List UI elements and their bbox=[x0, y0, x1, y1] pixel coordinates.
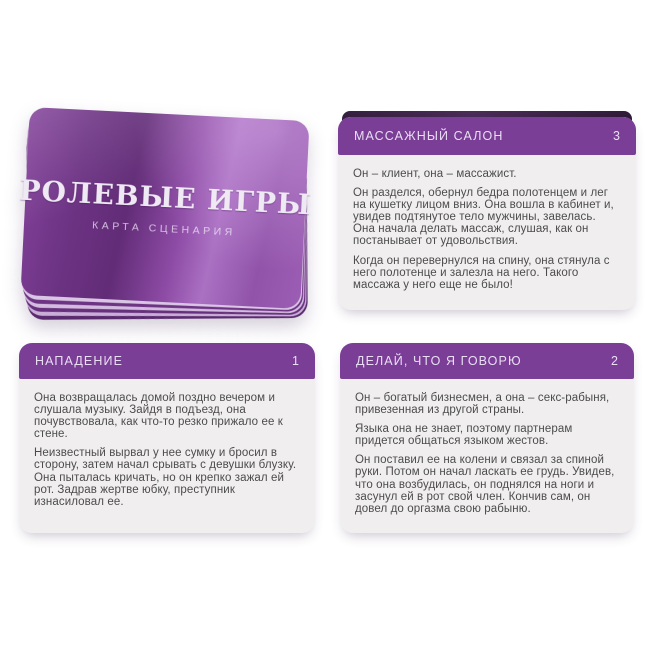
deck-cover-card bbox=[18, 107, 313, 309]
card-title: МАССАЖНЫЙ САЛОН bbox=[354, 129, 504, 143]
card-paragraph: Он поставил ее на колени и связал за спиной руки. Потом он начал ласкать ее грудь. Увидев, что она возбудилась, он поднялся на ноги и засунул ей в рот свой член. Кончив сам, он довел до оргазма свою рабыню. bbox=[355, 454, 615, 515]
card-paragraph: Он разделся, обернул бедра полотенцем и лег на кушетку лицом вниз. Она вошла в кабинет и, увидев подтянутое тело мужчины, завелась. Она начала делать массаж, слушая, как он постанывает от удовольствия. bbox=[353, 187, 614, 248]
card-number: 1 bbox=[292, 354, 299, 368]
card-title: ДЕЛАЙ, ЧТО Я ГОВОРЮ bbox=[356, 354, 522, 368]
card-title: НАПАДЕНИЕ bbox=[35, 354, 124, 368]
card-number: 3 bbox=[613, 129, 620, 143]
card-paragraph: Он – клиент, она – массажист. bbox=[353, 168, 517, 180]
card-number: 2 bbox=[611, 354, 618, 368]
scenario-card-massage-salon bbox=[338, 117, 636, 310]
card-paragraph: Неизвестный вырвал у нее сумку и бросил в сторону, затем начал срывать с девушки блузку. Она пыталась кричать, но он крепко зажал ей рот. Задрав жертве юбку, преступник изнасиловал ее. bbox=[34, 447, 297, 508]
card-paragraph: Когда он перевернулся на спину, она стянула с него полотенце и залезла на него. Такого массажа у него еще не было! bbox=[353, 254, 610, 291]
card-body-text bbox=[19, 379, 315, 508]
card-body-text bbox=[340, 379, 634, 515]
deck-title: РОЛЕВЫЕ ИГРЫ bbox=[18, 173, 313, 222]
scenario-card-attack bbox=[19, 343, 315, 533]
deck-subtitle: КАРТА СЦЕНАРИЯ bbox=[91, 219, 237, 239]
card-paragraph: Она возвращалась домой поздно вечером и слушала музыку. Зайдя в подъезд, она почувствовала, как что-то резко прижало ее к стене. bbox=[34, 392, 283, 441]
scenario-card-do-what-i-say bbox=[340, 343, 634, 533]
card-header bbox=[338, 117, 636, 155]
scenario-card-deck bbox=[18, 107, 313, 309]
card-paragraph: Языка она не знает, поэтому партнерам придется общаться языком жестов. bbox=[355, 423, 573, 448]
card-paragraph: Он – богатый бизнесмен, а она – секс-рабыня, привезенная из другой страны. bbox=[355, 392, 610, 417]
card-body-text bbox=[338, 155, 636, 291]
card-header bbox=[19, 343, 315, 379]
card-header bbox=[340, 343, 634, 379]
